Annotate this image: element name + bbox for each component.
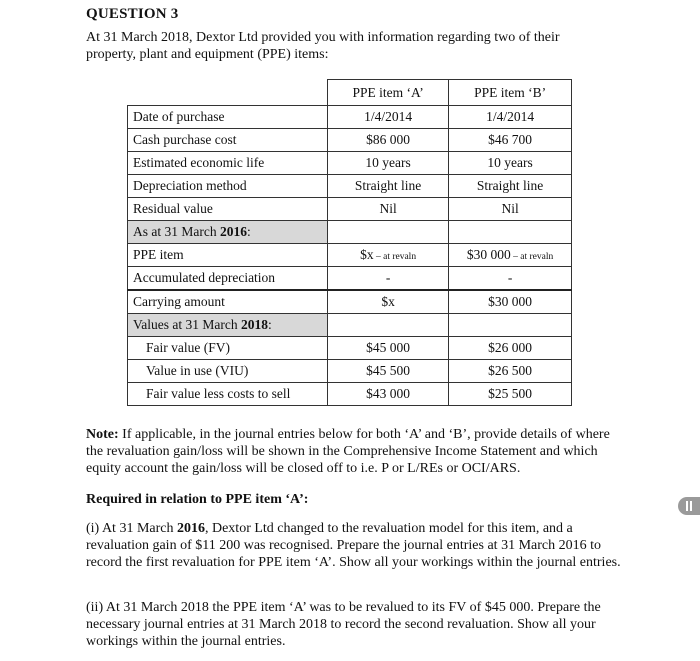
row-label: Accumulated depreciation (128, 267, 328, 291)
header-ppe-b: PPE item ‘B’ (449, 80, 572, 106)
cell-a: $x (328, 290, 449, 314)
cell-a: 10 years (328, 152, 449, 175)
table-row (128, 175, 572, 198)
cell-a: $86 000 (328, 129, 449, 152)
cell-b: Straight line (449, 175, 572, 198)
cell-b: - (449, 267, 572, 291)
cell-b: $46 700 (449, 129, 572, 152)
section-label-2016 (128, 221, 328, 244)
header-empty-cell (128, 80, 328, 106)
cell-a: 1/4/2014 (328, 106, 449, 129)
section-label-2018 (128, 314, 328, 337)
cell-a: $45 500 (328, 360, 449, 383)
cell-a: Nil (328, 198, 449, 221)
table-row (128, 290, 572, 314)
cell-b (449, 314, 572, 337)
part-i-text: , Dextor Ltd changed to the revaluation model for this item, and a revaluation gain of $11 200 was recognised. Prepare the journal entries at 31 March 2016 to record the first revaluation for PPE item ‘A’. Show all your workings within the journal entries. (86, 521, 621, 570)
part-i-prefix: (i) At 31 March (86, 521, 177, 536)
section-prefix: As at 31 March (133, 224, 220, 239)
row-label: Depreciation method (128, 175, 328, 198)
part-i-year: 2016 (176, 521, 205, 536)
intro-text: At 31 March 2018, Dextor Ltd provided you with information regarding two of their property, plant and equipment (PPE) items: (86, 30, 560, 62)
row-label: PPE item (128, 244, 328, 267)
cell-a: $45 000 (328, 337, 449, 360)
section-row-2016 (128, 221, 572, 244)
cell-b (449, 244, 572, 267)
table-row (128, 198, 572, 221)
cell-b: Nil (449, 198, 572, 221)
section-suffix: : (246, 224, 251, 239)
section-suffix: : (267, 317, 272, 332)
note-text: If applicable, in the journal entries below for both ‘A’ and ‘B’, provide details of where the revaluation gain/loss will be shown in the Comprehensive Income Statement and which equity account the gain/loss will be closed off to i.e. P or L/REs or OCI/ARS. (86, 427, 610, 476)
cell-a-value: $x (360, 247, 374, 262)
table-header-row (128, 80, 572, 106)
row-label: Fair value less costs to sell (128, 383, 328, 406)
cell-a (328, 221, 449, 244)
table-row (128, 337, 572, 360)
cell-a (328, 244, 449, 267)
part-i-paragraph (86, 520, 626, 571)
table-row (128, 106, 572, 129)
row-label: Carrying amount (128, 290, 328, 314)
cell-b: $25 500 (449, 383, 572, 406)
cell-a: - (328, 267, 449, 291)
section-year: 2016 (219, 224, 247, 239)
table-row (128, 383, 572, 406)
question-heading: QUESTION 3 (86, 6, 179, 22)
row-label: Date of purchase (128, 106, 328, 129)
section-year: 2018 (240, 317, 268, 332)
cell-b-note: – at revaln (510, 252, 554, 262)
cell-a: Straight line (328, 175, 449, 198)
cell-b (449, 221, 572, 244)
cell-a: $43 000 (328, 383, 449, 406)
table-row (128, 267, 572, 291)
cell-b-value: $30 000 (466, 247, 511, 262)
table-row (128, 244, 572, 267)
ppe-table (127, 79, 572, 406)
cell-b: $26 500 (449, 360, 572, 383)
cell-b: 10 years (449, 152, 572, 175)
cell-a-note: – at revaln (373, 252, 417, 262)
required-heading: Required in relation to PPE item ‘A’: (86, 492, 309, 507)
row-label: Cash purchase cost (128, 129, 328, 152)
cell-b: $30 000 (449, 290, 572, 314)
scroll-handle-icon[interactable] (678, 497, 700, 515)
row-label: Value in use (VIU) (128, 360, 328, 383)
header-ppe-a: PPE item ‘A’ (328, 80, 449, 106)
row-label: Fair value (FV) (128, 337, 328, 360)
part-ii-paragraph: (ii) At 31 March 2018 the PPE item ‘A’ was to be revalued to its FV of $45 000. Prepare the necessary journal entries at 31 March 2018 to record the second revaluation. Show all your workings within the journal entries. (86, 600, 601, 649)
table-row (128, 152, 572, 175)
section-row-2018 (128, 314, 572, 337)
row-label: Residual value (128, 198, 328, 221)
note-label: Note: (86, 427, 119, 442)
cell-b: 1/4/2014 (449, 106, 572, 129)
cell-a (328, 314, 449, 337)
table-row (128, 360, 572, 383)
row-label: Estimated economic life (128, 152, 328, 175)
cell-b: $26 000 (449, 337, 572, 360)
section-prefix: Values at 31 March (133, 317, 241, 332)
table-row (128, 129, 572, 152)
note-paragraph (86, 426, 626, 477)
